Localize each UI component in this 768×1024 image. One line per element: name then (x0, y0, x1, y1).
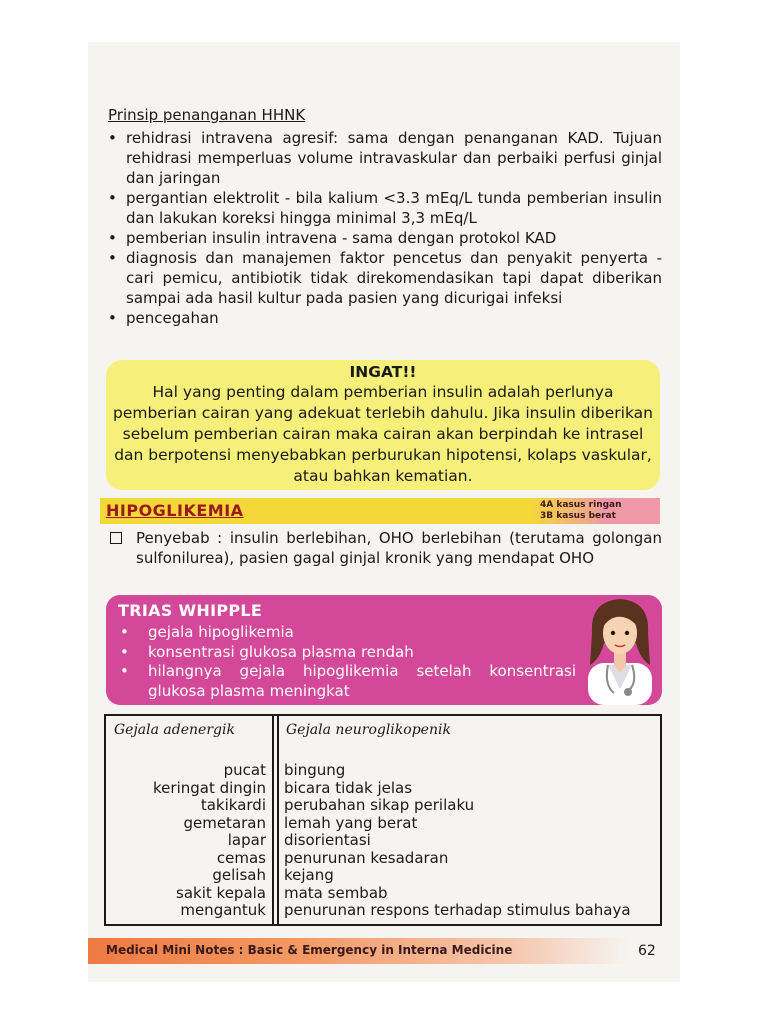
bullet-item: • pemberian insulin intravena - sama dengan protokol KAD (106, 228, 662, 248)
adrenergic-symptoms (106, 762, 266, 920)
competency-level (540, 500, 640, 522)
bullet-item: • pergantian elektrolit - bila kalium <3.3 mEq/L tunda pemberian insulin dan lakukan koreksi hingga minimal 3,3 mEq/L (106, 188, 662, 228)
footer-book-title: Medical Mini Notes : Basic & Emergency in Interna Medicine (106, 943, 513, 957)
hipoglikemia-header (100, 498, 660, 524)
bullet-item: • rehidrasi intravena agresif: sama dengan penanganan KAD. Tujuan rehidrasi memperluas volume intravaskular dan perbaiki perfusi ginjal dan jaringan (106, 128, 662, 188)
table-cell: lapar (227, 831, 266, 849)
bullet-item: • pencegahan (106, 308, 662, 328)
table-cell: takikardi (200, 796, 266, 814)
table-cell: disorientasi (284, 831, 371, 849)
column-divider (272, 716, 274, 924)
competency-severe: 3B kasus berat (540, 511, 616, 521)
table-cell: lemah yang berat (284, 813, 418, 832)
table-cell: bicara tidak jelas (284, 778, 413, 797)
table-cell: keringat dingin (153, 778, 266, 797)
table-cell: sakit kepala (176, 883, 266, 902)
penyebab-block (106, 528, 662, 568)
table-cell: bingung (284, 761, 346, 779)
table-cell: cemas (216, 848, 266, 867)
table-cell: pucat (223, 761, 266, 779)
column-divider (277, 716, 279, 924)
ingat-callout (106, 360, 660, 490)
table-cell: gelisah (212, 866, 266, 884)
doctor-illustration-icon (578, 593, 662, 705)
page-number: 62 (638, 943, 656, 959)
neuroglycopenic-symptoms (284, 762, 662, 920)
hhnk-principles-list (106, 128, 662, 328)
footer-band (88, 938, 628, 964)
trias-item: • gejala hipoglikemia (116, 623, 576, 643)
penyebab-text: Penyebab : insulin berlebihan, OHO berlebihan (terutama golongan sulfonilurea), pasien gagal ginjal kronik yang mendapat OHO (136, 529, 662, 567)
trias-item: • konsentrasi glukosa plasma rendah (116, 643, 576, 663)
table-header-adrenergic: Gejala adenergik (114, 722, 235, 738)
symptoms-table (104, 714, 662, 926)
checkbox-icon (110, 532, 122, 544)
trias-list (116, 623, 576, 701)
table-cell: perubahan sikap perilaku (284, 796, 475, 814)
table-cell: penurunan kesadaran (284, 848, 449, 867)
trias-title: TRIAS WHIPPLE (118, 601, 263, 620)
competency-mild: 4A kasus ringan (540, 500, 622, 510)
table-cell: mata sembab (284, 883, 388, 902)
hipoglikemia-title: HIPOGLIKEMIA (106, 501, 244, 520)
trias-item: • hilangnya gejala hipoglikemia setelah konsentrasi glukosa plasma meningkat (116, 662, 576, 701)
section-title: Prinsip penanganan HHNK (108, 106, 306, 124)
table-cell: kejang (284, 866, 334, 884)
table-cell: penurunan respons terhadap stimulus bahaya (284, 901, 631, 919)
trias-whipple-box (106, 595, 662, 705)
table-cell: mengantuk (180, 901, 266, 919)
ingat-title: INGAT!! (349, 363, 417, 381)
table-cell: gemetaran (183, 813, 266, 832)
ingat-text: Hal yang penting dalam pemberian insulin adalah perlunya pemberian cairan yang adekuat terlebih dahulu. Jika insulin diberikan sebelum pemberian cairan maka cairan akan berpindah ke intrasel dan berpotensi menyebabkan perburukan hipotensi, kolaps vaskular, atau bahkan kematian. (112, 383, 653, 485)
table-header-neuroglycopenic: Gejala neuroglikopenik (286, 722, 451, 738)
bullet-item: • diagnosis dan manajemen faktor pencetus dan penyakit penyerta - cari pemicu, antibiotik tidak direkomendasikan tapi dapat diberikan sampai ada hasil kultur pada pasien yang dicurigai infeksi (106, 248, 662, 308)
